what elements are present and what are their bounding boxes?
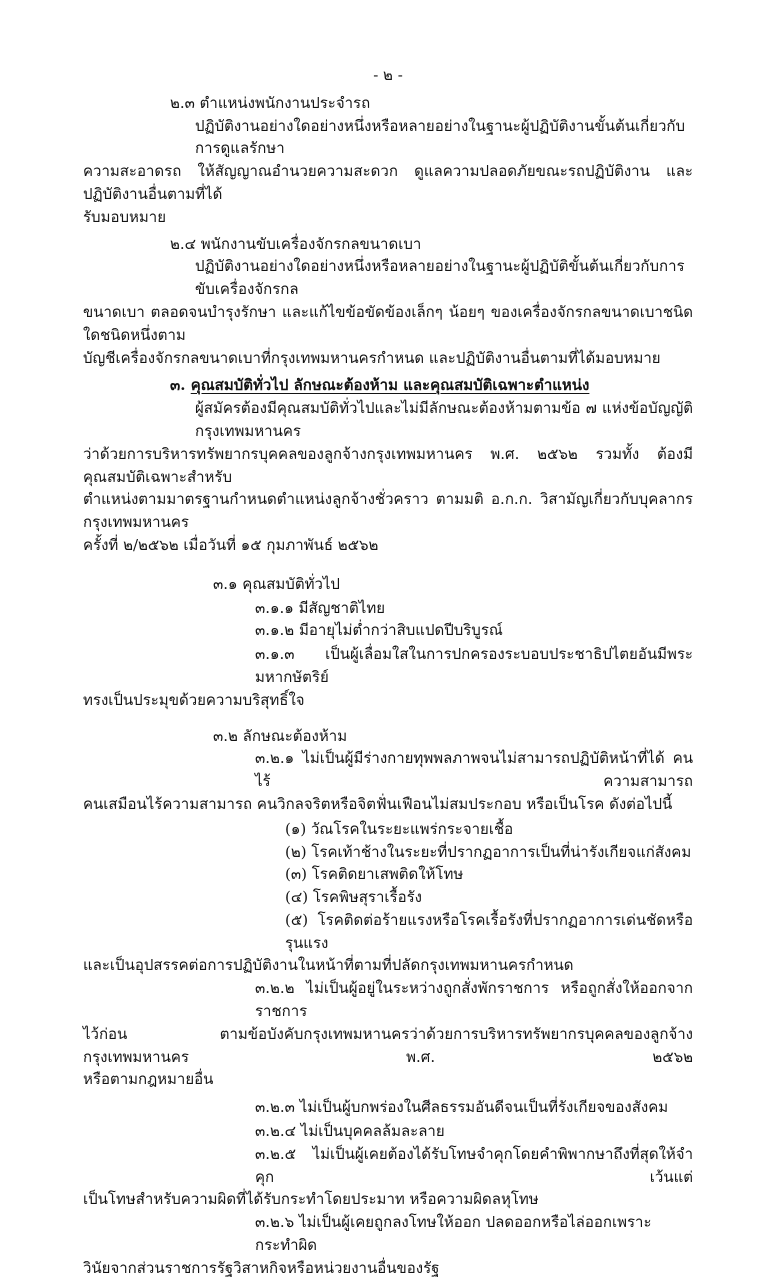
section-3-2-6-line: วินัยจากส่วนราชการรัฐวิสาหกิจหรือหน่วยงานอื่นของรัฐ — [83, 1258, 440, 1277]
section-3-line: ครั้งที่ ๒/๒๕๖๒ เมื่อวันที่ ๑๕ กุมภาพันธ์ ๒๕๖๒ — [83, 535, 379, 554]
section-2-3-heading: ๒.๓ ตำแหน่งพนักงานประจำรถ — [170, 93, 371, 112]
section-3-2-2-line: หรือตามกฎหมายอื่น — [83, 1070, 214, 1089]
section-2-4-line: ปฏิบัติงานอย่างใดอย่างหนึ่งหรือหลายอย่างในฐานะผู้ปฏิบัติขั้นต้นเกี่ยวกับการขับเครื่องจักรกล — [195, 257, 685, 299]
section-3-2-2-line: ไว้ก่อน ตามข้อบังคับกรุงเทพมหานครว่าด้วยการบริหารทรัพยากรบุคคลของลูกจ้างกรุงเทพมหานคร พ.ศ. ๒๕๖๒ — [83, 1024, 693, 1066]
section-2-4-heading: ๒.๔ พนักงานขับเครื่องจักรกลขนาดเบา — [170, 234, 422, 253]
section-3-2-3-line: ๓.๒.๓ ไม่เป็นผู้บกพร่องในศีลธรรมอันดีจนเป็นที่รังเกียจของสังคม — [255, 1098, 669, 1117]
section-3-1-item: ๓.๑.๓ เป็นผู้เลื่อมใสในการปกครองระบอบประชาธิปไตยอันมีพระมหากษัตริย์ — [255, 645, 693, 686]
section-2-3-line: รับมอบหมาย — [83, 207, 166, 226]
disease-list-continuation: และเป็นอุปสรรคต่อการปฏิบัติงานในหน้าที่ตามที่ปลัดกรุงเทพมหานครกำหนด — [83, 956, 574, 975]
section-3-2-5-line: ๓.๒.๕ ไม่เป็นผู้เคยต้องได้รับโทษจำคุกโดยคำพิพากษาถึงที่สุดให้จำคุก เว้นแต่ — [255, 1144, 693, 1186]
section-3-1-item: ๓.๑.๑ มีสัญชาติไทย — [255, 598, 385, 617]
section-3-2-5-line: เป็นโทษสำหรับความผิดที่ได้รับกระทำโดยประมาท หรือความผิดลหุโทษ — [83, 1190, 539, 1209]
section-3-number: ๓. — [170, 376, 186, 395]
section-3-2-1-line: ๓.๒.๑ ไม่เป็นผู้มีร่างกายทุพพลภาพจนไม่สามารถปฏิบัติหน้าที่ได้ คนไร้ ความสามารถ — [255, 749, 693, 791]
section-3-2-6-line: ๓.๒.๖ ไม่เป็นผู้เคยถูกลงโทษให้ออก ปลดออกหรือไล่ออกเพราะกระทำผิด — [255, 1213, 652, 1255]
section-3-2-4-line: ๓.๒.๔ ไม่เป็นบุคคลล้มละลาย — [255, 1122, 445, 1141]
disease-list-item: (๔) โรคพิษสุราเรื้อรัง — [285, 888, 422, 907]
section-3-heading — [83, 374, 693, 397]
page-number: - ๒ - — [373, 66, 403, 84]
section-3-1-heading: ๓.๑ คุณสมบัติทั่วไป — [213, 574, 340, 593]
section-2-3-line: ปฏิบัติงานอย่างใดอย่างหนึ่งหรือหลายอย่างในฐานะผู้ปฏิบัติงานขั้นต้นเกี่ยวกับการดูแลรักษา — [195, 116, 686, 158]
section-3-2-2-line: ๓.๒.๒ ไม่เป็นผู้อยู่ในระหว่างถูกสั่งพักราชการ หรือถูกสั่งให้ออกจากราชการ — [255, 979, 693, 1021]
disease-list-item: (๒) โรคเท้าช้างในระยะที่ปรากฏอาการเป็นที่น่ารังเกียจแก่สังคม — [285, 842, 692, 861]
section-3-1-item: ๓.๑.๒ มีอายุไม่ต่ำกว่าสิบแปดปีบริบูรณ์ — [255, 621, 503, 640]
section-3-line: ว่าด้วยการบริหารทรัพยากรบุคคลของลูกจ้างกรุงเทพมหานคร พ.ศ. ๒๕๖๒ รวมทั้ง ต้องมีคุณสมบัติเฉพาะสำหรับ — [83, 444, 693, 486]
section-3-line: ผู้สมัครต้องมีคุณสมบัติทั่วไปและไม่มีลักษณะต้องห้ามตามข้อ ๗ แห่งข้อบัญญัติกรุงเทพมหานคร — [195, 399, 693, 440]
disease-list-item: (๓) โรคติดยาเสพติดให้โทษ — [285, 865, 464, 884]
disease-list-item: (๑) วัณโรคในระยะแพร่กระจายเชื้อ — [285, 819, 514, 838]
section-3-2-heading: ๓.๒ ลักษณะต้องห้าม — [213, 726, 348, 745]
disease-list-item: (๕) โรคติดต่อร้ายแรงหรือโรคเรื้อรังที่ปรากฏอาการเด่นชัดหรือรุนแรง — [285, 910, 693, 952]
section-2-4-line: ขนาดเบา ตลอดจนบำรุงรักษา และแก้ไขข้อขัดข้องเล็กๆ น้อยๆ ของเครื่องจักรกลขนาดเบาชนิดใดชนิดหนึ่งตาม — [83, 302, 693, 344]
section-3-title: คุณสมบัติทั่วไป ลักษณะต้องห้าม และคุณสมบัติเฉพาะตำแหน่ง — [190, 376, 590, 395]
section-3-2-1-line: คนเสมือนไร้ความสามารถ คนวิกลจริตหรือจิตฟั่นเฟือนไม่สมประกอบ หรือเป็นโรค ดังต่อไปนี้ — [83, 794, 673, 813]
section-3-1-item-continuation: ทรงเป็นประมุขด้วยความบริสุทธิ์ใจ — [83, 690, 305, 709]
section-2-4-line: บัญชีเครื่องจักรกลขนาดเบาที่กรุงเทพมหานครกำหนด และปฏิบัติงานอื่นตามที่ได้มอบหมาย — [83, 348, 661, 367]
document-body — [83, 64, 693, 1280]
section-3-line: ตำแหน่งตามมาตรฐานกำหนดตำแหน่งลูกจ้างชั่วคราว ตามมติ อ.ก.ก. วิสามัญเกี่ยวกับบุคลากรกรุงเทพมหานคร — [83, 490, 693, 532]
section-2-3-line: ความสะอาดรถ ให้สัญญาณอำนวยความสะดวก ดูแลความปลอดภัยขณะรถปฏิบัติงาน และปฏิบัติงานอื่นตามที่ได้ — [83, 162, 693, 203]
